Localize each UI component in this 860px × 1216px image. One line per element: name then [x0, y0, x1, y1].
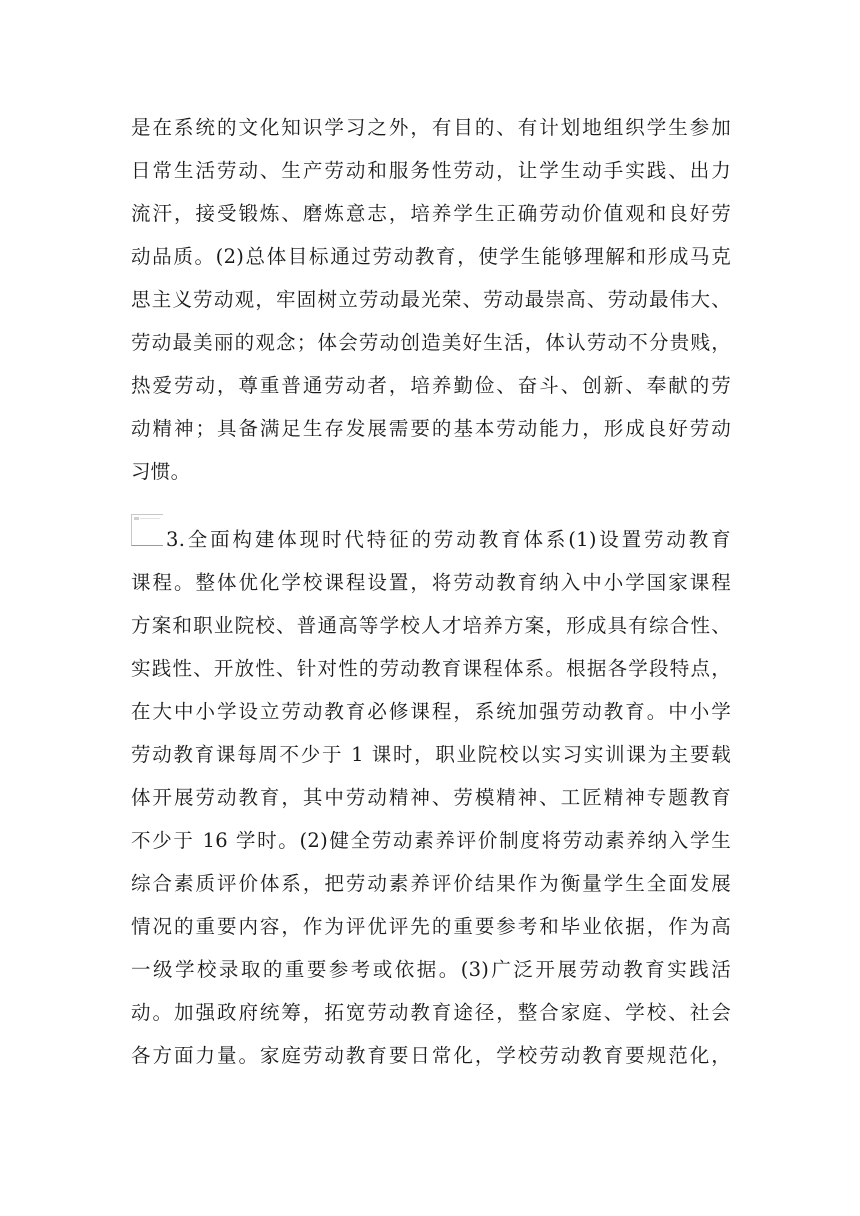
text-line: 流汗，接受锻炼、磨炼意志，培养学生正确劳动价值观和良好劳 [131, 202, 731, 225]
text-line: 课程。整体优化学校课程设置，将劳动教育纳入中小学国家课程 [131, 571, 731, 594]
text-line: 动品质。(2)总体目标通过劳动教育，使学生能够理解和形成马克 [131, 245, 731, 268]
text-line: 是在系统的文化知识学习之外，有目的、有计划地组织学生参加 [131, 116, 731, 139]
text-line: 热爱劳动，尊重普通劳动者，培养勤俭、奋斗、创新、奉献的劳 [131, 374, 731, 397]
broken-image-icon [131, 514, 163, 546]
text-line: 劳动最美丽的观念；体会劳动创造美好生活，体认劳动不分贵贱， [131, 331, 731, 354]
text-line: 综合素质评价体系，把劳动素养评价结果作为衡量学生全面发展 [131, 872, 731, 895]
text-line: 在大中小学设立劳动教育必修课程，系统加强劳动教育。中小学 [131, 700, 731, 723]
text-line: 体开展劳动教育，其中劳动精神、劳模精神、工匠精神专题教育 [131, 786, 731, 809]
text-line: 各方面力量。家庭劳动教育要日常化，学校劳动教育要规范化， [131, 1044, 731, 1067]
text-line: 方案和职业院校、普通高等学校人才培养方案，形成具有综合性、 [131, 614, 731, 637]
text-line: 劳动教育课每周不少于 1 课时，职业院校以实习实训课为主要载 [131, 743, 731, 766]
text-line-last: 习惯。 [131, 460, 191, 483]
text-line: 一级学校录取的重要参考或依据。(3)广泛开展劳动教育实践活 [131, 958, 731, 981]
text-line: 思主义劳动观，牢固树立劳动最光荣、劳动最崇高、劳动最伟大、 [131, 288, 731, 311]
text-line: 情况的重要内容，作为评优评先的重要参考和毕业依据，作为高 [131, 915, 731, 938]
text-line: 动精神；具备满足生存发展需要的基本劳动能力，形成良好劳动 [131, 417, 731, 440]
section-heading-line: 3.全面构建体现时代特征的劳动教育体系(1)设置劳动教育 [166, 528, 731, 551]
text-line: 实践性、开放性、针对性的劳动教育课程体系。根据各学段特点， [131, 657, 731, 680]
text-line: 动。加强政府统筹，拓宽劳动教育途径，整合家庭、学校、社会 [131, 1001, 731, 1024]
text-line: 不少于 16 学时。(2)健全劳动素养评价制度将劳动素养纳入学生 [131, 829, 731, 852]
text-line: 日常生活劳动、生产劳动和服务性劳动，让学生动手实践、出力 [131, 159, 731, 182]
